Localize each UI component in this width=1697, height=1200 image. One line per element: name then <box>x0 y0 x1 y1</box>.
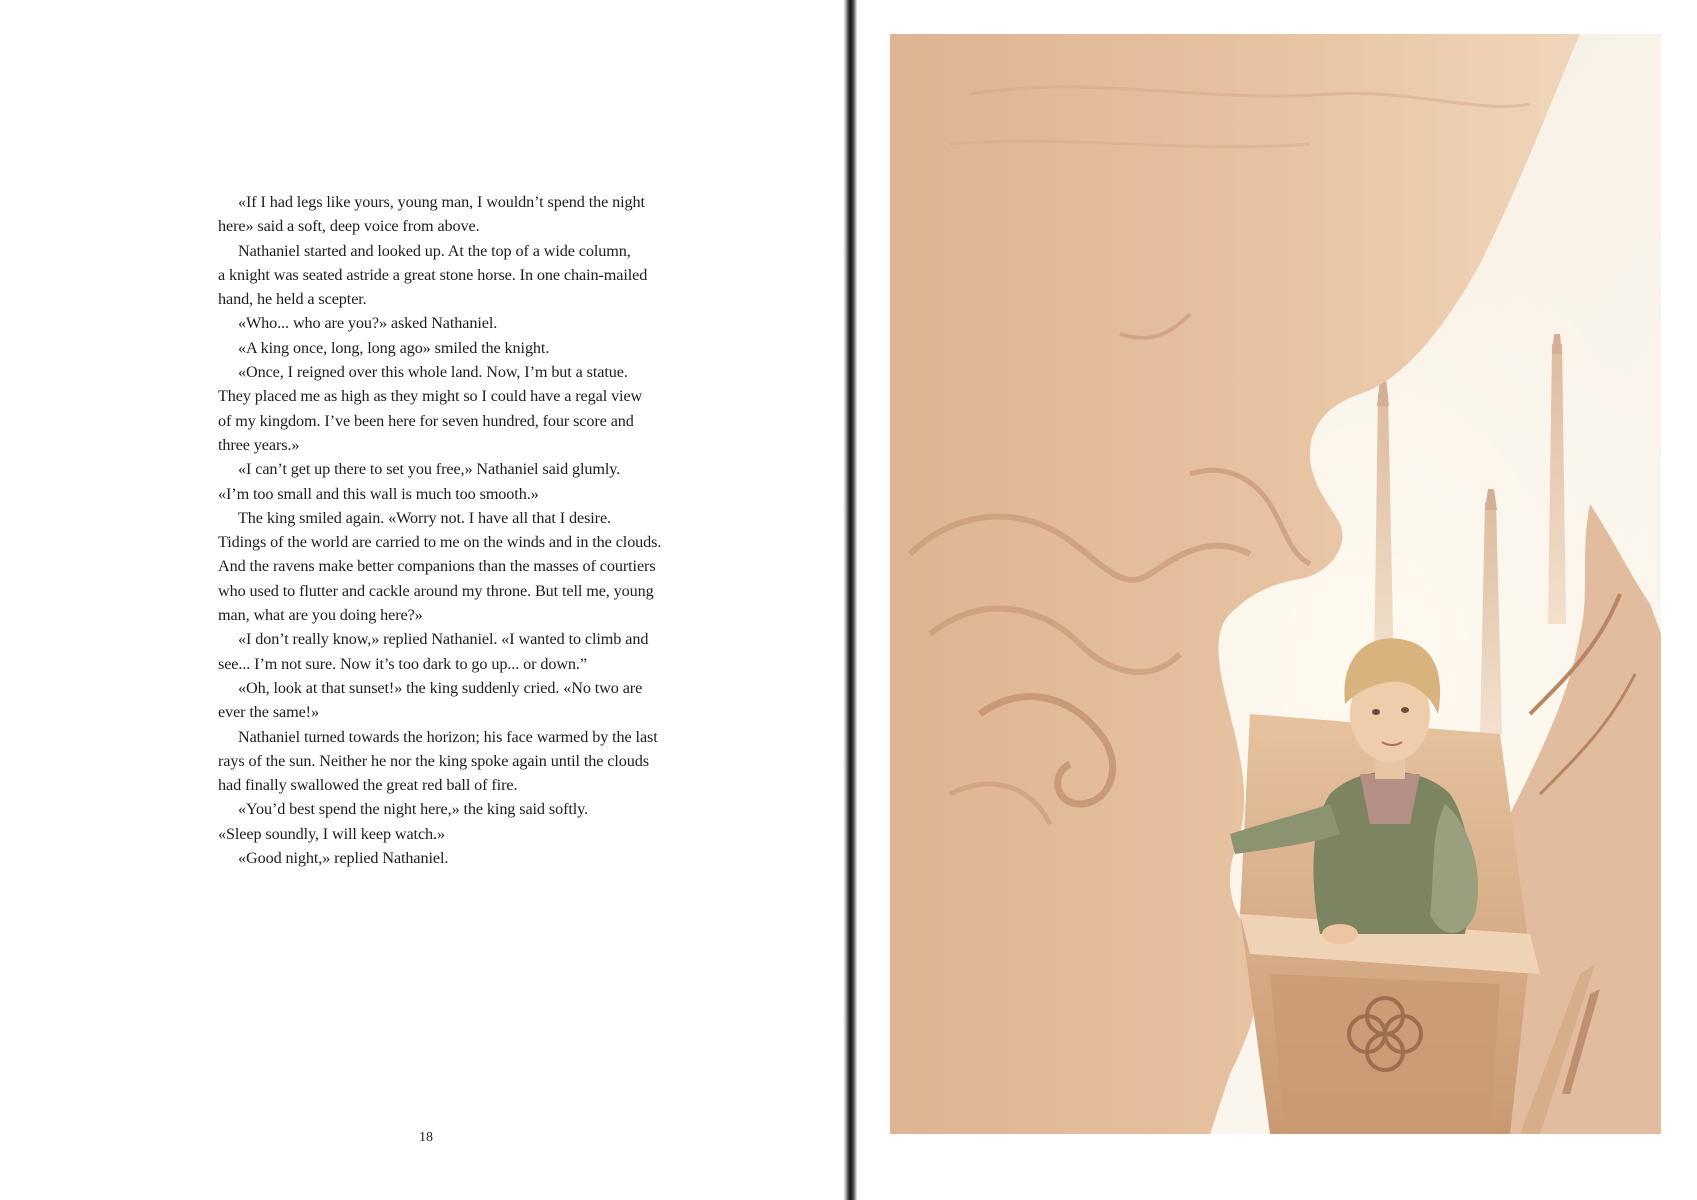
right-page <box>857 0 1697 1200</box>
book-gutter <box>843 0 857 1200</box>
stone-king-statue-and-boy-on-balcony-illustration <box>890 34 1661 1134</box>
left-page <box>0 0 843 1200</box>
paragraph: «A king once, long, long ago» smiled the knight. <box>238 338 550 357</box>
paragraph: Nathaniel turned towards the horizon; his face warmed by the last rays of the sun. Neither he nor the king spoke again until the clouds had finally swallowed the great red ball of fire. <box>218 727 658 795</box>
paragraph: «If I had legs like yours, young man, I wouldn’t spend the night here» said a soft, deep voice from above. <box>218 193 645 236</box>
paragraph: «Oh, look at that sunset!» the king suddenly cried. «No two are ever the same!» <box>218 678 643 722</box>
paragraph: «Who... who are you?» asked Nathaniel. <box>238 314 498 333</box>
paragraph: «I can’t get up there to set you free,» Nathaniel said glumly. «I’m too small and this wall is much too smooth.» <box>218 460 621 503</box>
paragraph: «I don’t really know,» replied Nathaniel. «I wanted to climb and see... I’m not sure. Now it’s too dark to go up... or down.” <box>218 630 649 673</box>
paragraph: «Good night,» replied Nathaniel. <box>238 849 449 868</box>
paragraph: The king smiled again. «Worry not. I have all that I desire. Tidings of the world are carried to me on the winds and in the clouds. And the ravens make better companions than the masses of courtiers who used to flutter and cackle around my throne. But tell me, young man, what are you doing here?» <box>218 508 662 625</box>
paragraph: «You’d best spend the night here,» the king said softly. «Sleep soundly, I will keep watch.» <box>218 800 589 843</box>
page-number: 18 <box>419 1130 433 1145</box>
paragraph: Nathaniel started and looked up. At the top of a wide column, a knight was seated astride a great stone horse. In one chain-mailed hand, he held a scepter. <box>218 241 648 309</box>
paragraph: «Once, I reigned over this whole land. Now, I’m but a statue. They placed me as high as they might so I could have a regal view of my kingdom. I’ve been here for seven hundred, four score and three years.» <box>218 363 643 454</box>
story-text <box>218 190 718 870</box>
